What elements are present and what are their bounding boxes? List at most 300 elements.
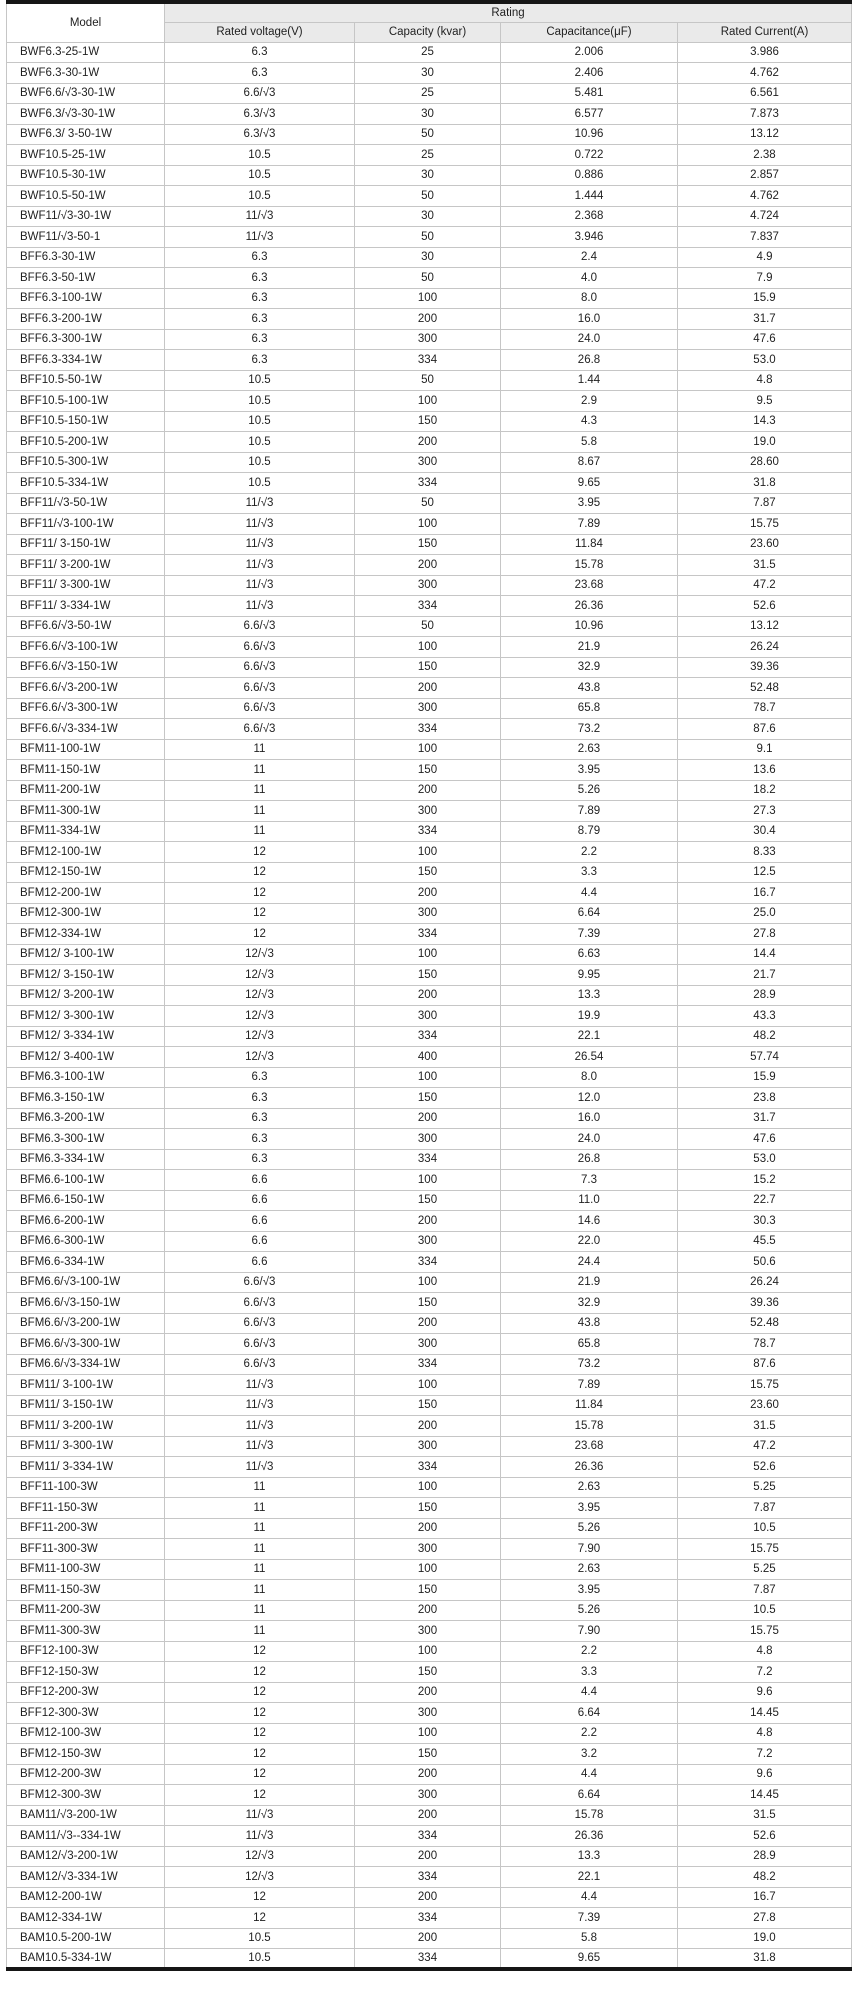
current-cell: 12.5 — [678, 862, 852, 883]
capacitance-cell: 11.0 — [501, 1190, 678, 1211]
capacitance-cell: 9.65 — [501, 473, 678, 494]
capacity-cell: 300 — [355, 452, 501, 473]
table-row — [7, 1846, 852, 1867]
capacity-cell: 50 — [355, 268, 501, 289]
capacity-cell: 300 — [355, 575, 501, 596]
model-cell: BFF6.3-100-1W — [7, 288, 165, 309]
table-row — [7, 780, 852, 801]
model-cell: BFM12-100-3W — [7, 1723, 165, 1744]
current-cell: 48.2 — [678, 1867, 852, 1888]
capacity-cell: 25 — [355, 42, 501, 63]
table-row — [7, 309, 852, 330]
capacity-cell: 334 — [355, 596, 501, 617]
table-row — [7, 1272, 852, 1293]
current-cell: 13.6 — [678, 760, 852, 781]
capacitance-cell: 15.78 — [501, 555, 678, 576]
table-row — [7, 801, 852, 822]
capacitance-cell: 3.3 — [501, 862, 678, 883]
voltage-cell: 12 — [165, 903, 355, 924]
capacitance-cell: 2.9 — [501, 391, 678, 412]
model-cell: BWF6.3/√3-30-1W — [7, 104, 165, 125]
capacity-cell: 300 — [355, 1129, 501, 1150]
model-cell: BFF11/√3-100-1W — [7, 514, 165, 535]
table-row — [7, 842, 852, 863]
table-row — [7, 719, 852, 740]
voltage-cell: 6.6/√3 — [165, 1293, 355, 1314]
capacity-cell: 200 — [355, 1313, 501, 1334]
voltage-cell: 12 — [165, 1682, 355, 1703]
current-cell: 47.6 — [678, 329, 852, 350]
capacitance-cell: 13.3 — [501, 985, 678, 1006]
table-row — [7, 1211, 852, 1232]
capacity-cell: 200 — [355, 780, 501, 801]
model-cell: BAM11/√3--334-1W — [7, 1826, 165, 1847]
capacitance-cell: 5.26 — [501, 1518, 678, 1539]
capacitance-cell: 7.90 — [501, 1539, 678, 1560]
capacitance-cell: 3.95 — [501, 760, 678, 781]
voltage-cell: 12/√3 — [165, 1846, 355, 1867]
current-cell: 7.87 — [678, 1580, 852, 1601]
table-row — [7, 534, 852, 555]
model-cell: BFM12-100-1W — [7, 842, 165, 863]
current-cell: 47.6 — [678, 1129, 852, 1150]
voltage-cell: 12 — [165, 1908, 355, 1929]
current-cell: 19.0 — [678, 1928, 852, 1949]
model-cell: BFF10.5-150-1W — [7, 411, 165, 432]
capacitance-cell: 4.3 — [501, 411, 678, 432]
capacitance-cell: 32.9 — [501, 657, 678, 678]
current-cell: 7.2 — [678, 1662, 852, 1683]
table-row — [7, 616, 852, 637]
column-header-rated-current: Rated Current(A) — [678, 22, 852, 42]
capacity-cell: 100 — [355, 514, 501, 535]
capacity-cell: 200 — [355, 1764, 501, 1785]
table-row — [7, 903, 852, 924]
current-cell: 4.9 — [678, 247, 852, 268]
current-cell: 78.7 — [678, 1334, 852, 1355]
current-cell: 28.9 — [678, 1846, 852, 1867]
table-row — [7, 473, 852, 494]
current-cell: 4.724 — [678, 206, 852, 227]
capacitance-cell: 7.90 — [501, 1621, 678, 1642]
model-cell: BFM11-300-3W — [7, 1621, 165, 1642]
voltage-cell: 6.6/√3 — [165, 1313, 355, 1334]
current-cell: 28.9 — [678, 985, 852, 1006]
capacitance-cell: 16.0 — [501, 309, 678, 330]
capacitance-cell: 2.006 — [501, 42, 678, 63]
model-cell: BAM12/√3-334-1W — [7, 1867, 165, 1888]
column-header-capacity: Capacity (kvar) — [355, 22, 501, 42]
model-cell: BFF6.6/√3-200-1W — [7, 678, 165, 699]
capacity-cell: 30 — [355, 104, 501, 125]
capacitance-cell: 2.2 — [501, 1723, 678, 1744]
table-row — [7, 514, 852, 535]
capacitance-cell: 1.444 — [501, 186, 678, 207]
current-cell: 27.8 — [678, 924, 852, 945]
capacity-cell: 200 — [355, 883, 501, 904]
capacity-cell: 30 — [355, 247, 501, 268]
capacitance-cell: 8.0 — [501, 288, 678, 309]
model-cell: BFF11-200-3W — [7, 1518, 165, 1539]
capacity-cell: 334 — [355, 821, 501, 842]
table-row — [7, 432, 852, 453]
voltage-cell: 10.5 — [165, 391, 355, 412]
capacitance-cell: 21.9 — [501, 1272, 678, 1293]
current-cell: 7.87 — [678, 1498, 852, 1519]
current-cell: 7.9 — [678, 268, 852, 289]
voltage-cell: 6.3 — [165, 268, 355, 289]
table-row — [7, 678, 852, 699]
table-row — [7, 1047, 852, 1068]
table-row — [7, 1477, 852, 1498]
capacity-cell: 150 — [355, 1293, 501, 1314]
model-cell: BFF10.5-300-1W — [7, 452, 165, 473]
table-row — [7, 1723, 852, 1744]
model-cell: BFM12/ 3-300-1W — [7, 1006, 165, 1027]
model-cell: BFF12-300-3W — [7, 1703, 165, 1724]
table-row — [7, 1457, 852, 1478]
capacitance-cell: 4.0 — [501, 268, 678, 289]
current-cell: 45.5 — [678, 1231, 852, 1252]
voltage-cell: 12 — [165, 842, 355, 863]
voltage-cell: 11/√3 — [165, 1375, 355, 1396]
model-cell: BFM12/ 3-100-1W — [7, 944, 165, 965]
model-cell: BFM6.6/√3-334-1W — [7, 1354, 165, 1375]
voltage-cell: 12/√3 — [165, 1867, 355, 1888]
voltage-cell: 11 — [165, 821, 355, 842]
model-cell: BFM11-200-3W — [7, 1600, 165, 1621]
capacitance-cell: 13.3 — [501, 1846, 678, 1867]
capacity-cell: 25 — [355, 83, 501, 104]
model-cell: BFF6.3-200-1W — [7, 309, 165, 330]
voltage-cell: 6.3 — [165, 247, 355, 268]
capacitance-cell: 3.95 — [501, 493, 678, 514]
voltage-cell: 6.6/√3 — [165, 1334, 355, 1355]
current-cell: 47.2 — [678, 575, 852, 596]
current-cell: 31.5 — [678, 1416, 852, 1437]
table-row — [7, 821, 852, 842]
current-cell: 14.3 — [678, 411, 852, 432]
model-cell: BFM11/ 3-300-1W — [7, 1436, 165, 1457]
capacity-cell: 400 — [355, 1047, 501, 1068]
current-cell: 50.6 — [678, 1252, 852, 1273]
table-row — [7, 63, 852, 84]
current-cell: 9.1 — [678, 739, 852, 760]
model-cell: BFF11/ 3-200-1W — [7, 555, 165, 576]
capacitance-cell: 16.0 — [501, 1108, 678, 1129]
current-cell: 9.6 — [678, 1764, 852, 1785]
current-cell: 2.857 — [678, 165, 852, 186]
table-row — [7, 1662, 852, 1683]
current-cell: 23.60 — [678, 534, 852, 555]
voltage-cell: 6.3/√3 — [165, 104, 355, 125]
current-cell: 7.87 — [678, 493, 852, 514]
current-cell: 6.561 — [678, 83, 852, 104]
table-row — [7, 1498, 852, 1519]
model-cell: BWF10.5-30-1W — [7, 165, 165, 186]
voltage-cell: 6.6 — [165, 1252, 355, 1273]
current-cell: 3.986 — [678, 42, 852, 63]
model-cell: BFF6.3-50-1W — [7, 268, 165, 289]
capacitance-cell: 12.0 — [501, 1088, 678, 1109]
capacitance-cell: 22.0 — [501, 1231, 678, 1252]
voltage-cell: 11/√3 — [165, 227, 355, 248]
capacity-cell: 100 — [355, 739, 501, 760]
table-row — [7, 1293, 852, 1314]
current-cell: 23.60 — [678, 1395, 852, 1416]
capacitor-rating-table — [6, 0, 852, 1971]
current-cell: 23.8 — [678, 1088, 852, 1109]
table-row — [7, 1067, 852, 1088]
table-row — [7, 965, 852, 986]
voltage-cell: 10.5 — [165, 1949, 355, 1970]
model-cell: BFM6.6/√3-150-1W — [7, 1293, 165, 1314]
table-row — [7, 411, 852, 432]
table-row — [7, 1518, 852, 1539]
capacity-cell: 200 — [355, 432, 501, 453]
table-row — [7, 1416, 852, 1437]
model-cell: BAM11/√3-200-1W — [7, 1805, 165, 1826]
current-cell: 13.12 — [678, 616, 852, 637]
current-cell: 48.2 — [678, 1026, 852, 1047]
capacity-cell: 150 — [355, 1498, 501, 1519]
table-row — [7, 1108, 852, 1129]
table-row — [7, 1805, 852, 1826]
model-cell: BFF10.5-50-1W — [7, 370, 165, 391]
current-cell: 31.8 — [678, 1949, 852, 1970]
table-row — [7, 1149, 852, 1170]
model-cell: BFF12-200-3W — [7, 1682, 165, 1703]
capacity-cell: 334 — [355, 1867, 501, 1888]
table-row — [7, 1744, 852, 1765]
table-row — [7, 698, 852, 719]
table-row — [7, 350, 852, 371]
model-cell: BFF12-100-3W — [7, 1641, 165, 1662]
model-cell: BFF6.6/√3-50-1W — [7, 616, 165, 637]
model-cell: BFM12-150-3W — [7, 1744, 165, 1765]
table-row — [7, 104, 852, 125]
table-row — [7, 1785, 852, 1806]
capacitance-cell: 3.95 — [501, 1498, 678, 1519]
table-row — [7, 1559, 852, 1580]
voltage-cell: 6.3/√3 — [165, 124, 355, 145]
table-row — [7, 1231, 852, 1252]
current-cell: 31.7 — [678, 1108, 852, 1129]
capacitance-cell: 26.54 — [501, 1047, 678, 1068]
current-cell: 31.5 — [678, 555, 852, 576]
current-cell: 39.36 — [678, 657, 852, 678]
current-cell: 31.8 — [678, 473, 852, 494]
voltage-cell: 11 — [165, 739, 355, 760]
capacity-cell: 300 — [355, 1785, 501, 1806]
capacity-cell: 100 — [355, 1477, 501, 1498]
capacity-cell: 200 — [355, 985, 501, 1006]
current-cell: 9.6 — [678, 1682, 852, 1703]
model-cell: BFF6.6/√3-100-1W — [7, 637, 165, 658]
capacitance-cell: 3.3 — [501, 1662, 678, 1683]
model-cell: BFF11/ 3-334-1W — [7, 596, 165, 617]
current-cell: 7.837 — [678, 227, 852, 248]
capacity-cell: 300 — [355, 698, 501, 719]
capacity-cell: 150 — [355, 1744, 501, 1765]
table-row — [7, 1170, 852, 1191]
capacitance-cell: 7.89 — [501, 801, 678, 822]
column-header-capacitance: Capacitance(μF) — [501, 22, 678, 42]
table-row — [7, 944, 852, 965]
table-row — [7, 370, 852, 391]
voltage-cell: 12/√3 — [165, 985, 355, 1006]
capacity-cell: 100 — [355, 288, 501, 309]
model-cell: BFF6.6/√3-150-1W — [7, 657, 165, 678]
voltage-cell: 6.3 — [165, 1088, 355, 1109]
table-row — [7, 1908, 852, 1929]
model-cell: BWF6.3-25-1W — [7, 42, 165, 63]
current-cell: 26.24 — [678, 637, 852, 658]
voltage-cell: 10.5 — [165, 473, 355, 494]
model-cell: BFM6.6/√3-100-1W — [7, 1272, 165, 1293]
model-cell: BFM6.3-100-1W — [7, 1067, 165, 1088]
voltage-cell: 6.3 — [165, 63, 355, 84]
voltage-cell: 12 — [165, 862, 355, 883]
current-cell: 15.2 — [678, 1170, 852, 1191]
current-cell: 8.33 — [678, 842, 852, 863]
voltage-cell: 6.3 — [165, 309, 355, 330]
current-cell: 7.873 — [678, 104, 852, 125]
capacity-cell: 200 — [355, 555, 501, 576]
table-row — [7, 1395, 852, 1416]
capacity-cell: 30 — [355, 63, 501, 84]
capacitance-cell: 7.89 — [501, 1375, 678, 1396]
model-cell: BFM6.3-150-1W — [7, 1088, 165, 1109]
voltage-cell: 12 — [165, 924, 355, 945]
model-cell: BFM12-200-3W — [7, 1764, 165, 1785]
table-row — [7, 1088, 852, 1109]
model-cell: BFM11/ 3-334-1W — [7, 1457, 165, 1478]
capacity-cell: 30 — [355, 165, 501, 186]
capacitance-cell: 26.36 — [501, 596, 678, 617]
capacitance-cell: 6.577 — [501, 104, 678, 125]
current-cell: 52.6 — [678, 596, 852, 617]
capacitance-cell: 4.4 — [501, 1887, 678, 1908]
capacitance-cell: 24.0 — [501, 329, 678, 350]
table-row — [7, 1621, 852, 1642]
current-cell: 4.8 — [678, 1723, 852, 1744]
capacity-cell: 150 — [355, 1580, 501, 1601]
current-cell: 31.7 — [678, 309, 852, 330]
capacitance-cell: 65.8 — [501, 1334, 678, 1355]
model-cell: BFM11-334-1W — [7, 821, 165, 842]
current-cell: 4.8 — [678, 370, 852, 391]
voltage-cell: 11 — [165, 1621, 355, 1642]
capacity-cell: 200 — [355, 678, 501, 699]
table-row — [7, 1682, 852, 1703]
capacitance-cell: 3.946 — [501, 227, 678, 248]
capacity-cell: 150 — [355, 1395, 501, 1416]
voltage-cell: 11/√3 — [165, 1457, 355, 1478]
capacity-cell: 334 — [355, 1826, 501, 1847]
current-cell: 4.762 — [678, 63, 852, 84]
current-cell: 16.7 — [678, 883, 852, 904]
capacity-cell: 200 — [355, 1600, 501, 1621]
capacity-cell: 200 — [355, 1108, 501, 1129]
capacity-cell: 150 — [355, 1088, 501, 1109]
capacity-cell: 334 — [355, 1354, 501, 1375]
capacitance-cell: 73.2 — [501, 1354, 678, 1375]
voltage-cell: 12/√3 — [165, 1047, 355, 1068]
table-row — [7, 637, 852, 658]
voltage-cell: 11/√3 — [165, 1436, 355, 1457]
current-cell: 87.6 — [678, 1354, 852, 1375]
voltage-cell: 6.6/√3 — [165, 616, 355, 637]
current-cell: 28.60 — [678, 452, 852, 473]
capacitance-cell: 8.67 — [501, 452, 678, 473]
capacitance-cell: 6.64 — [501, 1785, 678, 1806]
capacitance-cell: 43.8 — [501, 678, 678, 699]
voltage-cell: 10.5 — [165, 1928, 355, 1949]
voltage-cell: 12/√3 — [165, 1026, 355, 1047]
voltage-cell: 12 — [165, 1764, 355, 1785]
table-row — [7, 739, 852, 760]
capacitance-cell: 2.63 — [501, 1559, 678, 1580]
capacitance-cell: 11.84 — [501, 1395, 678, 1416]
current-cell: 15.75 — [678, 514, 852, 535]
capacity-cell: 300 — [355, 1703, 501, 1724]
table-row — [7, 206, 852, 227]
capacitance-cell: 10.96 — [501, 616, 678, 637]
table-row — [7, 493, 852, 514]
capacity-cell: 100 — [355, 391, 501, 412]
model-cell: BFM6.6/√3-200-1W — [7, 1313, 165, 1334]
voltage-cell: 11/√3 — [165, 596, 355, 617]
capacity-cell: 100 — [355, 1559, 501, 1580]
current-cell: 15.9 — [678, 288, 852, 309]
capacitance-cell: 2.63 — [501, 739, 678, 760]
model-cell: BFM12-150-1W — [7, 862, 165, 883]
current-cell: 16.7 — [678, 1887, 852, 1908]
current-cell: 53.0 — [678, 350, 852, 371]
capacitance-cell: 15.78 — [501, 1805, 678, 1826]
capacity-cell: 150 — [355, 1662, 501, 1683]
voltage-cell: 12 — [165, 1723, 355, 1744]
current-cell: 15.75 — [678, 1539, 852, 1560]
current-cell: 15.9 — [678, 1067, 852, 1088]
current-cell: 52.6 — [678, 1826, 852, 1847]
capacitance-cell: 7.89 — [501, 514, 678, 535]
current-cell: 15.75 — [678, 1375, 852, 1396]
voltage-cell: 11/√3 — [165, 514, 355, 535]
voltage-cell: 11 — [165, 801, 355, 822]
voltage-cell: 12/√3 — [165, 944, 355, 965]
capacitance-cell: 22.1 — [501, 1867, 678, 1888]
model-cell: BFM12/ 3-334-1W — [7, 1026, 165, 1047]
model-cell: BWF10.5-50-1W — [7, 186, 165, 207]
table-row — [7, 1252, 852, 1273]
voltage-cell: 6.3 — [165, 1149, 355, 1170]
voltage-cell: 11 — [165, 780, 355, 801]
capacitance-cell: 4.4 — [501, 1682, 678, 1703]
voltage-cell: 12 — [165, 883, 355, 904]
current-cell: 53.0 — [678, 1149, 852, 1170]
capacity-cell: 100 — [355, 1641, 501, 1662]
capacitance-cell: 23.68 — [501, 1436, 678, 1457]
voltage-cell: 12 — [165, 1744, 355, 1765]
table-row — [7, 391, 852, 412]
capacity-cell: 300 — [355, 1231, 501, 1252]
model-cell: BFM11/ 3-100-1W — [7, 1375, 165, 1396]
table-row — [7, 268, 852, 289]
model-cell: BWF6.3-30-1W — [7, 63, 165, 84]
table-row — [7, 227, 852, 248]
